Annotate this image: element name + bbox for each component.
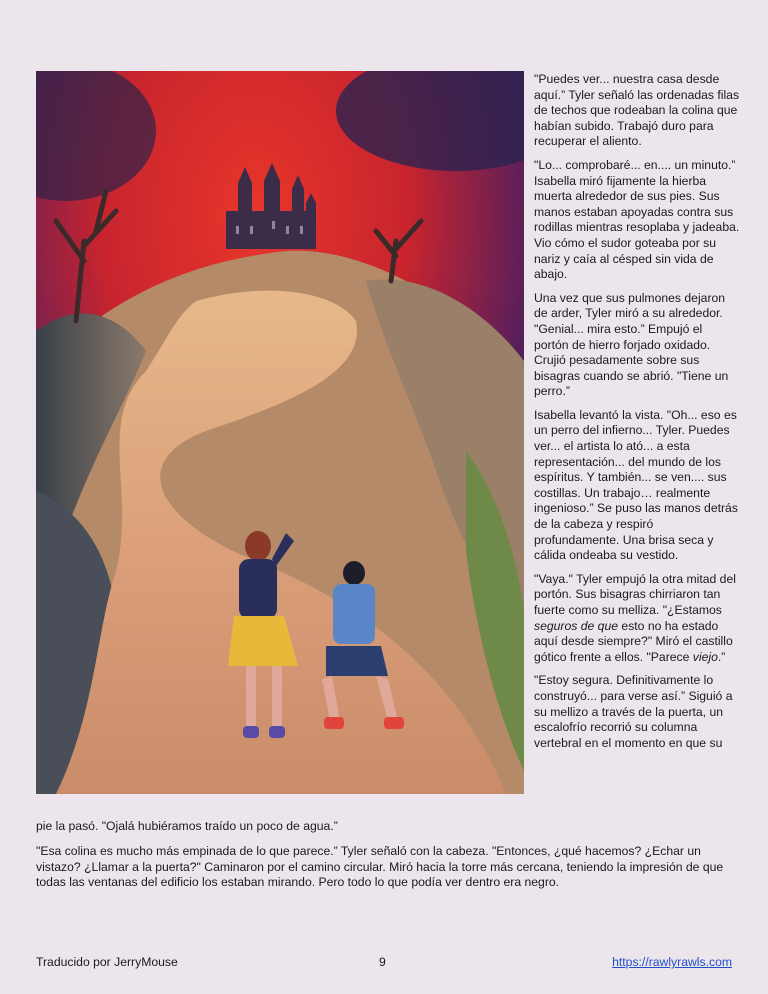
story-illustration	[36, 71, 524, 794]
wide-text-block	[36, 844, 736, 891]
paragraph: "Estoy segura. Definitivamente lo construyó... para verse así.” Siguió a su mellizo a través de la puerta, un escalofrío recorrió su columna vertebral en el momento en que su	[534, 673, 733, 750]
page-number: 9	[379, 955, 386, 969]
paragraph: Isabella levantó la vista. "Oh... eso es un perro del infierno... Tyler. Puedes ver... el artista lo ató... a esta representación... del mundo de los espíritus. Y también... se ven.... sus costillas. Un trabajo… realmente ingenioso.” Se puso las manos detrás de la cabeza y respiró profundamente. Una brisa seca y cálida ondeaba su vestido.	[534, 407, 738, 563]
paragraph: "Puedes ver... nuestra casa desde aquí.” Tyler señaló las ordenadas filas de techos que rodeaban la colina que habían subido. Trabajó duro para recuperar el aliento.	[534, 72, 740, 149]
website-link[interactable]: https://rawlyrawls.com	[612, 955, 732, 969]
paragraph: "Vaya." Tyler empujó la otra mitad del portón. Sus bisagras chirriaron tan fuerte como su melliza. "¿Estamos seguros de que esto no ha estado aquí desde siempre?" Miró el castillo gótico frente a ellos. "Parece viejo.”	[534, 571, 736, 664]
paragraph: "Lo... comprobaré... en.... un minuto.” Isabella miró fijamente la hierba muerta alrededor de sus pies. Sus manos estaban apoyadas contra sus rodillas mientras resoplaba y jadeaba. Vio cómo el sudor goteaba por su nariz y caía al césped sin vida de abajo.	[534, 157, 740, 282]
wide-text-block	[36, 819, 736, 835]
paragraph: pie la pasó. "Ojalá hubiéramos traído un poco de agua.”	[36, 819, 338, 833]
side-text-column	[534, 72, 740, 759]
translator-credit: Traducido por JerryMouse	[36, 955, 178, 969]
paragraph: "Esa colina es mucho más empinada de lo que parece.” Tyler señaló con la cabeza. "Entonces, ¿qué hacemos? ¿Echar un vistazo? ¿Llamar a la puerta?" Caminaron por el camino circular. Miró hacia la torre más cercana, teniendo la impresión de que todas las ventanas del edificio los estaban mirando. Pero todo lo que podía ver dentro era negro.	[36, 844, 724, 890]
paragraph: Una vez que sus pulmones dejaron de arder, Tyler miró a su alrededor. "Genial... mira esto.” Empujó el portón de hierro forjado oxidado. Crujió pesadamente sobre sus bisagras cuando se abrió. "Tiene un perro.”	[534, 290, 729, 399]
